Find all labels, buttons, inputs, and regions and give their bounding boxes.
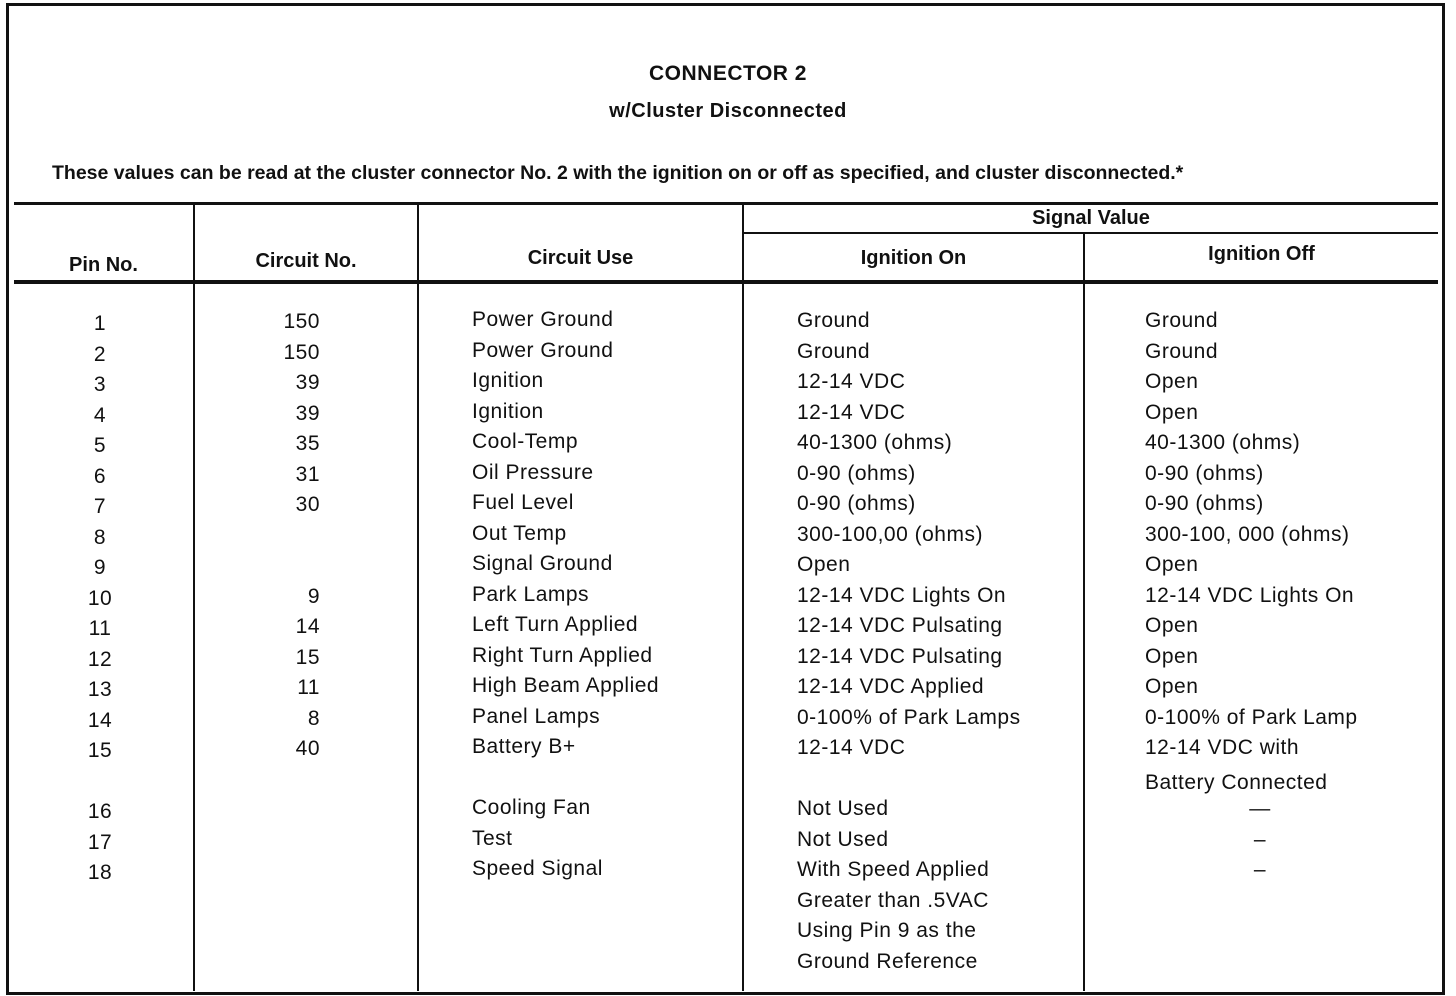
circuit-number: 40 bbox=[295, 737, 320, 760]
pin-number: 3 bbox=[93, 373, 107, 396]
header-pin-no: Pin No. bbox=[69, 254, 138, 276]
ignition-off-value: 0-100% of Park Lamp bbox=[1145, 705, 1358, 729]
pin-number: 10 bbox=[87, 586, 113, 610]
ignition-off-value: 12-14 VDC Lights On bbox=[1145, 583, 1355, 607]
pin-number: 8 bbox=[93, 525, 107, 549]
ignition-on-value: 12-14 VDC bbox=[797, 370, 906, 393]
ignition-off-value: Open bbox=[1145, 370, 1199, 393]
pin-number: 17 bbox=[87, 830, 113, 854]
ignition-on-value: 0-90 (ohms) bbox=[797, 461, 916, 485]
ignition-on-value: Not Used bbox=[797, 827, 889, 851]
circuit-use: Test bbox=[472, 826, 513, 850]
ignition-on-value: 0-90 (ohms) bbox=[797, 492, 916, 515]
header-circuit-no: Circuit No. bbox=[255, 250, 357, 272]
ignition-off-value: Ground bbox=[1145, 339, 1219, 363]
ignition-on-value: 12-14 VDC Applied bbox=[797, 675, 985, 698]
ignition-off-value: 0-90 (ohms) bbox=[1145, 461, 1264, 485]
circuit-use: Battery B+ bbox=[472, 735, 576, 758]
ignition-on-value: Greater than .5VAC bbox=[797, 888, 989, 912]
page-title: CONNECTOR 2 bbox=[649, 62, 807, 85]
column-divider-1 bbox=[193, 205, 195, 991]
pin-number: 12 bbox=[87, 647, 113, 671]
pin-number: 2 bbox=[93, 342, 107, 366]
circuit-use: Ignition bbox=[472, 399, 544, 423]
ignition-on-value: Ground Reference bbox=[797, 949, 978, 973]
circuit-number: 31 bbox=[295, 462, 320, 486]
ignition-off-value: – bbox=[1253, 827, 1267, 851]
header-ignition-off: Ignition Off bbox=[1208, 243, 1315, 265]
circuit-use: Power Ground bbox=[472, 308, 614, 331]
circuit-use: Right Turn Applied bbox=[472, 643, 653, 667]
ignition-on-value: Ground bbox=[797, 309, 871, 332]
ignition-off-value: Open bbox=[1145, 675, 1199, 698]
circuit-use: Left Turn Applied bbox=[472, 613, 639, 636]
pin-number: 15 bbox=[87, 739, 113, 762]
ignition-off-value: Ground bbox=[1145, 309, 1219, 332]
pin-number: 6 bbox=[93, 464, 107, 488]
ignition-off-value: Open bbox=[1145, 644, 1199, 668]
circuit-use: Oil Pressure bbox=[472, 460, 594, 484]
ignition-on-value: 12-14 VDC bbox=[797, 400, 906, 424]
circuit-number: 150 bbox=[283, 310, 320, 333]
circuit-use: Signal Ground bbox=[472, 552, 613, 575]
circuit-number: 35 bbox=[295, 432, 320, 455]
table-top-rule bbox=[14, 202, 1438, 205]
pin-number: 4 bbox=[93, 403, 107, 427]
pin-number: 16 bbox=[87, 800, 113, 823]
circuit-use: Park Lamps bbox=[472, 582, 590, 606]
ignition-on-value: 12-14 VDC Lights On bbox=[797, 583, 1007, 607]
ignition-off-value: 300-100, 000 (ohms) bbox=[1145, 522, 1350, 546]
ignition-off-value: 12-14 VDC with bbox=[1145, 736, 1300, 759]
ignition-off-value: Battery Connected bbox=[1145, 770, 1328, 794]
intro-text: These values can be read at the cluster connector No. 2 with the ignition on or off as specified, and cluster disconnected.* bbox=[52, 162, 1184, 184]
header-signal-value: Signal Value bbox=[1032, 207, 1150, 229]
circuit-use: Fuel Level bbox=[472, 491, 574, 514]
circuit-number: 15 bbox=[295, 645, 320, 669]
signal-value-rule bbox=[743, 232, 1438, 234]
header-ignition-on: Ignition On bbox=[860, 247, 967, 269]
ignition-on-value: Ground bbox=[797, 339, 871, 363]
circuit-number: 30 bbox=[295, 493, 320, 516]
header-circuit-use: Circuit Use bbox=[527, 247, 634, 269]
column-divider-2 bbox=[417, 205, 419, 991]
pin-number: 14 bbox=[87, 708, 113, 732]
ignition-on-value: 0-100% of Park Lamps bbox=[797, 705, 1021, 729]
circuit-use: Ignition bbox=[472, 369, 544, 392]
ignition-on-value: 12-14 VDC bbox=[797, 736, 906, 759]
circuit-use: Panel Lamps bbox=[472, 704, 601, 728]
ignition-on-value: With Speed Applied bbox=[797, 858, 990, 881]
ignition-on-value: 300-100,00 (ohms) bbox=[797, 522, 983, 546]
circuit-number: 11 bbox=[297, 676, 320, 699]
circuit-number: 8 bbox=[307, 706, 320, 730]
column-divider-4 bbox=[1083, 234, 1085, 991]
ignition-on-value: 12-14 VDC Pulsating bbox=[797, 644, 1003, 668]
circuit-use: Cool-Temp bbox=[472, 430, 579, 453]
circuit-number: 39 bbox=[295, 401, 320, 425]
circuit-use: Speed Signal bbox=[472, 857, 603, 880]
ignition-off-value: 0-90 (ohms) bbox=[1145, 492, 1264, 515]
ignition-on-value: Using Pin 9 as the bbox=[797, 919, 977, 942]
ignition-off-value: Open bbox=[1145, 400, 1199, 424]
ignition-off-value: Open bbox=[1145, 614, 1199, 637]
ignition-on-value: 12-14 VDC Pulsating bbox=[797, 614, 1003, 637]
circuit-use: High Beam Applied bbox=[472, 674, 660, 697]
circuit-number: 14 bbox=[295, 615, 320, 638]
ignition-off-value: — bbox=[1249, 797, 1271, 820]
ignition-on-value: Open bbox=[797, 553, 851, 576]
circuit-number: 9 bbox=[307, 584, 320, 608]
ignition-off-value: 40-1300 (ohms) bbox=[1145, 431, 1301, 454]
ignition-off-value: – bbox=[1253, 858, 1267, 881]
circuit-number: 150 bbox=[283, 340, 320, 364]
ignition-on-value: Not Used bbox=[797, 797, 889, 820]
column-divider-3 bbox=[742, 205, 744, 991]
circuit-use: Out Temp bbox=[472, 521, 567, 545]
pin-number: 7 bbox=[93, 495, 107, 518]
header-bottom-rule bbox=[14, 280, 1438, 284]
pin-number: 13 bbox=[87, 678, 113, 701]
page-subtitle: w/Cluster Disconnected bbox=[609, 100, 847, 122]
pin-number: 1 bbox=[93, 312, 107, 335]
pin-number: 9 bbox=[93, 556, 107, 579]
pin-number: 5 bbox=[93, 434, 107, 457]
pin-number: 11 bbox=[88, 617, 112, 640]
circuit-number: 39 bbox=[295, 371, 320, 394]
circuit-use: Cooling Fan bbox=[472, 796, 591, 819]
ignition-off-value: Open bbox=[1145, 553, 1199, 576]
ignition-on-value: 40-1300 (ohms) bbox=[797, 431, 953, 454]
pin-number: 18 bbox=[87, 861, 113, 884]
circuit-use: Power Ground bbox=[472, 338, 614, 362]
